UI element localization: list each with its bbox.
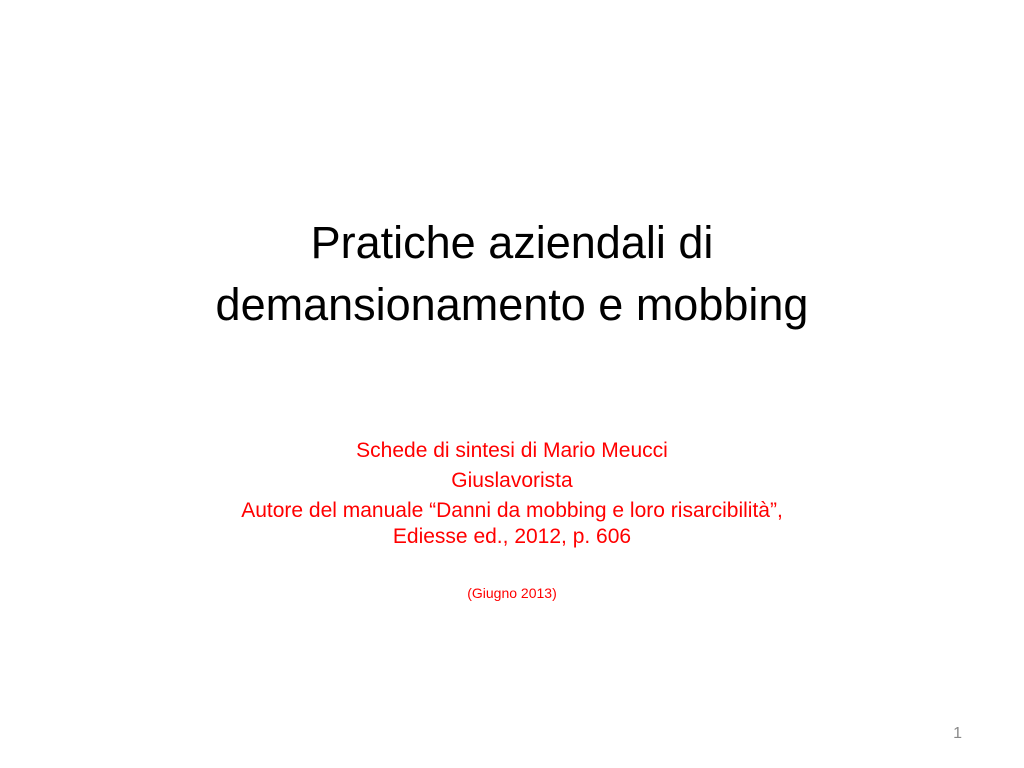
subtitle-line-book: Autore del manuale “Danni da mobbing e loro risarcibilità”, [241, 499, 783, 522]
title-line-2: demansionamento e mobbing [215, 279, 809, 330]
title-line-1: Pratiche aziendali di [310, 217, 714, 268]
subtitle-date: (Giugno 2013) [467, 585, 557, 601]
slide-subtitle [120, 436, 904, 602]
slide-title [80, 212, 944, 336]
subtitle-line-publisher: Ediesse ed., 2012, p. 606 [392, 525, 632, 548]
subtitle-line-author: Schede di sintesi di Mario Meucci [356, 439, 668, 462]
subtitle-line-role: Giuslavorista [451, 469, 573, 492]
page-number: 1 [953, 725, 962, 742]
